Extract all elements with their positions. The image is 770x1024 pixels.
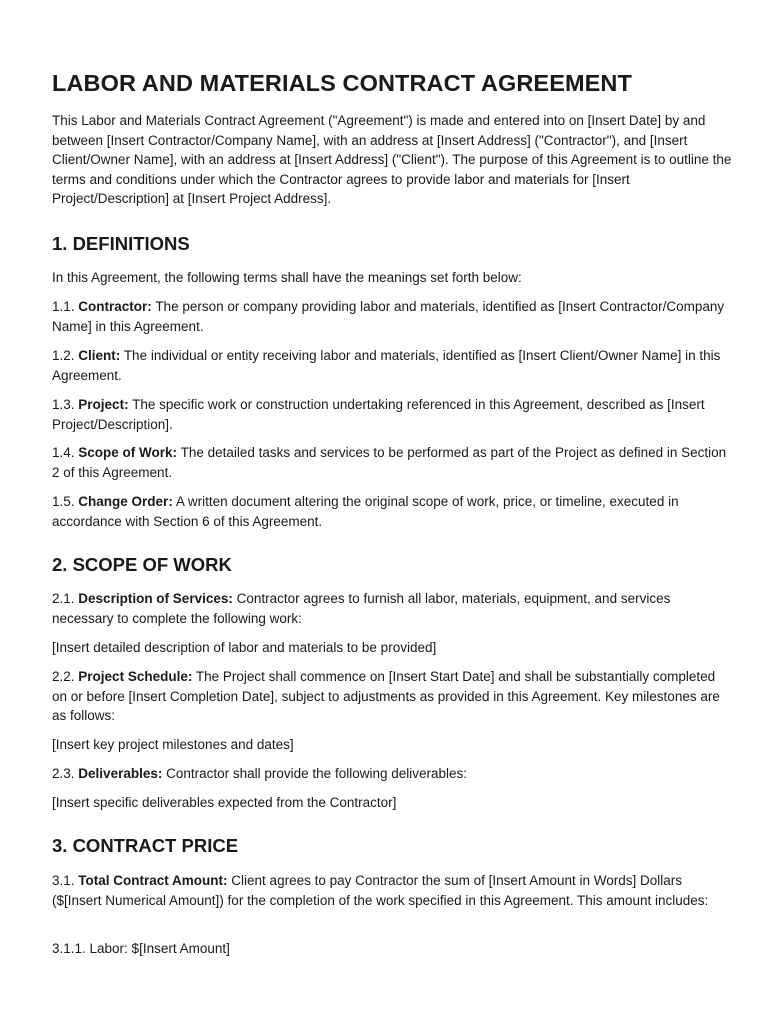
clause-number: 3.1. [52, 873, 75, 888]
clause-term: Total Contract Amount: [78, 873, 228, 888]
placeholder-line: [Insert specific deliverables expected from the Contractor] [52, 795, 397, 810]
clause-2-3 [52, 764, 732, 784]
intro-paragraph: This Labor and Materials Contract Agreement ("Agreement") is made and entered into on [Insert Date] by and between [Insert Contractor/Company Name], with an address at [Insert Address] ("Contractor"), and [Insert Client/Owner Name], with an address at [Insert Address] ("Client"). The purpose of this Agreement is to outline the terms and conditions under which the Contractor agrees to provide labor and materials for [Insert Project/Description] at [Insert Project Address]. [52, 113, 732, 207]
clause-number: 1.3. [52, 397, 75, 412]
clause-term: Project Schedule: [78, 669, 193, 684]
clause-text: Client agrees to pay Contractor the sum of [Insert Amount in Words] Dollars ($[Insert Numerical Amount]) for the completion of the work specified in this Agreement. This amount includes: [52, 873, 709, 908]
clause-3-1-1: 3.1.1. Labor: $[Insert Amount] [52, 941, 230, 956]
section-heading-scope-of-work: 2. SCOPE OF WORK [52, 554, 232, 575]
clause-1-5 [52, 492, 732, 531]
clause-term: Change Order: [78, 494, 173, 509]
clause-text: A written document altering the original scope of work, price, or timeline, executed in accordance with Section 6 of this Agreement. [52, 494, 679, 529]
clause-number: 1.4. [52, 445, 75, 460]
clause-term: Scope of Work: [78, 445, 178, 460]
clause-number: 1.5. [52, 494, 75, 509]
section-intro: In this Agreement, the following terms shall have the meanings set forth below: [52, 270, 522, 285]
clause-1-2 [52, 346, 732, 385]
clause-text: The individual or entity receiving labor and materials, identified as [Insert Client/Owner Name] in this Agreement. [52, 348, 721, 383]
clause-term: Client: [78, 348, 121, 363]
clause-text: The person or company providing labor and materials, identified as [Insert Contractor/Company Name] in this Agreement. [52, 299, 725, 334]
clause-1-1 [52, 297, 732, 336]
clause-text: Contractor agrees to furnish all labor, materials, equipment, and services necessary to complete the following work: [52, 591, 671, 626]
clause-2-1 [52, 589, 732, 628]
clause-number: 2.3. [52, 766, 75, 781]
document-title: LABOR AND MATERIALS CONTRACT AGREEMENT [52, 70, 632, 96]
clause-number: 1.2. [52, 348, 75, 363]
clause-term: Deliverables: [78, 766, 163, 781]
section-heading-contract-price: 3. CONTRACT PRICE [52, 835, 239, 856]
clause-term: Contractor: [78, 299, 152, 314]
clause-text: The detailed tasks and services to be performed as part of the Project as defined in Section 2 of this Agreement. [52, 445, 727, 480]
placeholder-line: [Insert key project milestones and dates] [52, 737, 294, 752]
clause-2-2 [52, 667, 732, 726]
clause-text: Contractor shall provide the following deliverables: [166, 766, 468, 781]
clause-1-4 [52, 443, 732, 482]
clause-text: The Project shall commence on [Insert Start Date] and shall be substantially completed on or before [Insert Completion Date], subject to adjustments as provided in this Agreement. Key milestones are as follows: [52, 669, 720, 724]
clause-term: Project: [78, 397, 129, 412]
clause-number: 1.1. [52, 299, 75, 314]
section-heading-definitions: 1. DEFINITIONS [52, 233, 190, 254]
clause-text: The specific work or construction undertaking referenced in this Agreement, described as [Insert Project/Description]. [52, 397, 705, 432]
clause-term: Description of Services: [78, 591, 233, 606]
clause-number: 2.1. [52, 591, 75, 606]
clause-number: 2.2. [52, 669, 75, 684]
clause-1-3 [52, 395, 732, 434]
placeholder-line: [Insert detailed description of labor and materials to be provided] [52, 640, 437, 655]
clause-3-1 [52, 871, 732, 910]
